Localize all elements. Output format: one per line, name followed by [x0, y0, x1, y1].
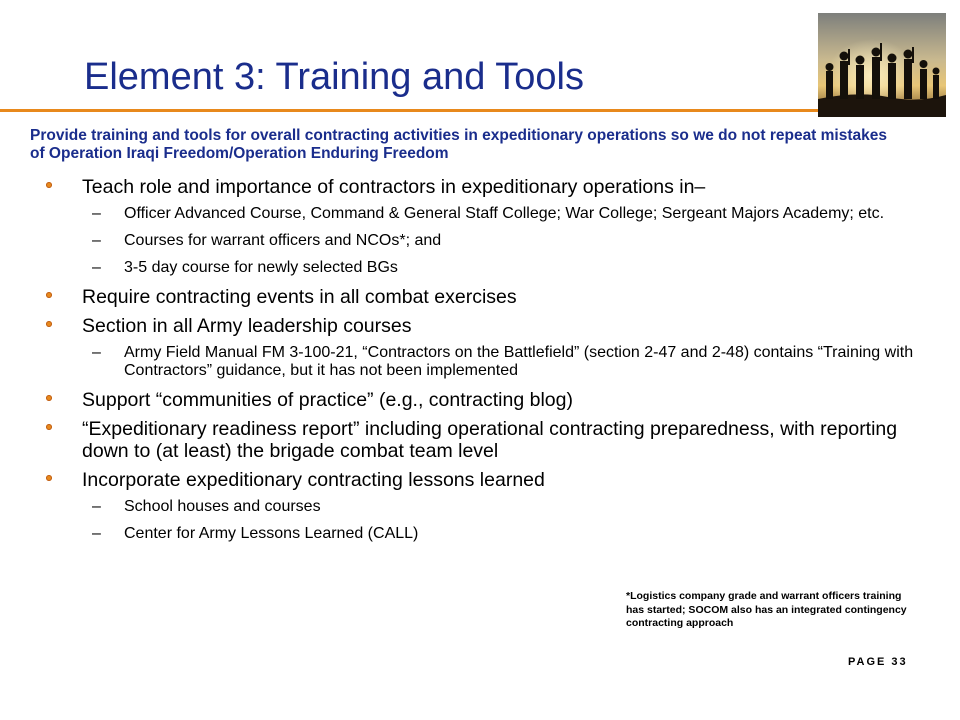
sub-bullet-item: [40, 232, 920, 250]
dash-icon: –: [92, 259, 101, 276]
slide-title: Element 3: Training and Tools: [84, 56, 584, 98]
bullet-dot-icon: [46, 321, 52, 327]
bullet-text: Incorporate expeditionary contracting lessons learned: [82, 469, 545, 491]
slide-subtitle: Provide training and tools for overall contracting activities in expeditionary operations so we do not repeat mistakes of Operation Iraqi Freedom/Operation Enduring Freedom: [30, 127, 888, 162]
bullet-item: [40, 469, 920, 491]
dash-icon: –: [92, 344, 101, 361]
sub-bullet-item: [40, 525, 920, 543]
bullet-item: [40, 418, 920, 462]
bullet-text: “Expeditionary readiness report” including operational contracting preparedness, with reporting down to (at least) the brigade combat team level: [82, 418, 898, 462]
bullet-dot-icon: [46, 182, 52, 188]
bullet-dot-icon: [46, 292, 52, 298]
page-number: PAGE 33: [848, 656, 908, 668]
sub-bullet-text: Center for Army Lessons Learned (CALL): [124, 525, 419, 542]
sub-bullet-text: Army Field Manual FM 3-100-21, “Contractors on the Battlefield” (section 2-47 and 2-48) contains “Training with Contractors” guidance, but it has not been implemented: [124, 344, 914, 379]
sub-bullet-item: [40, 498, 920, 516]
dash-icon: –: [92, 232, 101, 249]
bullet-dot-icon: [46, 475, 52, 481]
soldiers-silhouette-graphic: [818, 13, 946, 117]
bullet-item: [40, 315, 920, 337]
sub-bullet-text: Officer Advanced Course, Command & General Staff College; War College; Sergeant Majors Academy; etc.: [124, 205, 885, 222]
bullet-dot-icon: [46, 395, 52, 401]
bullet-list: [40, 176, 920, 552]
footnote: *Logistics company grade and warrant officers training has started; SOCOM also has an integrated contingency contracting approach: [626, 590, 907, 629]
bullet-text: Section in all Army leadership courses: [82, 315, 412, 337]
sub-bullet-text: Courses for warrant officers and NCOs*; and: [124, 232, 442, 249]
bullet-text: Require contracting events in all combat exercises: [82, 286, 517, 308]
bullet-item: [40, 176, 920, 198]
sub-bullet-item: [40, 344, 920, 380]
bullet-text: Support “communities of practice” (e.g., contracting blog): [82, 389, 573, 411]
bullet-dot-icon: [46, 424, 52, 430]
bullet-item: [40, 389, 920, 411]
dash-icon: –: [92, 498, 101, 515]
bullet-item: [40, 286, 920, 308]
sub-bullet-item: [40, 205, 920, 223]
dash-icon: –: [92, 525, 101, 542]
soldiers-silhouette-image: [818, 13, 946, 117]
bullet-text: Teach role and importance of contractors in expeditionary operations in–: [82, 176, 706, 198]
dash-icon: –: [92, 205, 101, 222]
sub-bullet-text: School houses and courses: [124, 498, 321, 515]
sub-bullet-text: 3-5 day course for newly selected BGs: [124, 259, 398, 276]
sub-bullet-item: [40, 259, 920, 277]
title-divider: [0, 109, 820, 112]
